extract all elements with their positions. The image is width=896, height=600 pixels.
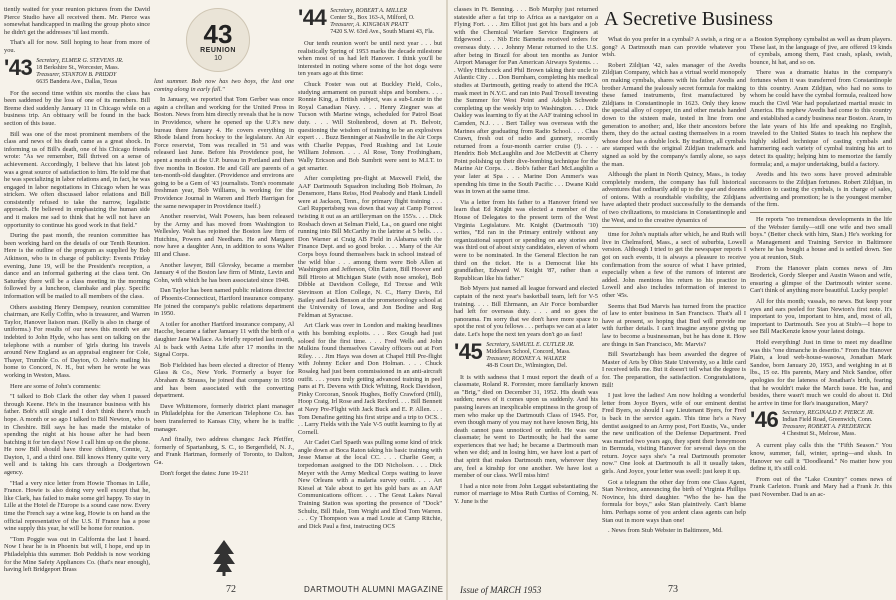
right-column-1 — [454, 6, 598, 574]
paragraph: classes in Ft. Benning. . . . Bob Murphy just returned stateside after a fat trip to Africa as a navigator on a Flying Fort. . . . Jim Elliot just got his bars and a job with the Chemical Warfare Service Engineers at Edgewood . . . Nib Eric Barnetta received orders for overseas duty. . . . Johnny Merar returned to the U.S. after being in Brazil for about ten months as Junior Airport Manager for Pan American Airways Systems. . . . Wiley Hitchcock and Phil Brown taking their uncle to Atlantic City . . . Don Burnham, completing his medical studies at Dartmouth, getting ready to attend the HCA mask meet in N.Y.C. and ran into Paul Troxell investing the Summer for West Point and Adolph Schwede completing up the weekly trip to Washington. . . . Dick Oakley was learning to fly at the AAF training school in Camden, N.J. . . . Bert Talley was overseas with the Marines after graduating from Radio School. . . . Chas Crawn, fresh out of radio and gunnery, recently returned from a four-month carrier cruise (!). . . . Hendrix Bob McLaughlin and Joe McDevitt at Cherry Point polishing up their dive-bombing technique for the Marine Air Corps. . . . Bob's father Earl McLaughlin a year later at Spa . . . Marine Don Ammer's was spending his time in the South Pacific . . . Dwane Kidd was in town at the same time. — [454, 6, 598, 196]
logo-caption: last summer. Bob now has two boys, the last one coming along in early fall." — [154, 78, 294, 93]
treasurer-address: 4 Chestnut St., Melrose, Mass. — [782, 431, 856, 438]
paragraph: a Boston Symphony cymbalist as well as drum players. These last, in the language of jive, are offered 19 kinds of cymbals, among them, Fast crash, splash, swish, bounce, hi hat, and so on. — [750, 36, 892, 66]
divider — [750, 212, 892, 213]
class-header-44 — [298, 8, 442, 36]
paragraph: He reports "no tremendous developments in the life of the Webster family—still one wife and two small boys." (Better check with him, Stan.) He's working for a Management and Training Service in Baltimore where he has bought a house and is settled down. See you at reunion, Stub. — [750, 216, 892, 262]
right-page — [448, 0, 896, 600]
paragraph: Chuck Foster was out at Buckley Field, Colo., studying armament on pursuit ships and bombers. . . . Ronnie King, a British subject, was a sub-Louie in the Royal Canadian Navy. . . . Henry Ziegner was at Tucson with Marine wings, scheduled for Patrol Boat duty. . . . Will Stoltenbrod, down at Ft. Belvoir, questioning the wisdom of training to be an explosives expert . . . Buzz Benninger at Nashville in the Air Corps with Charlie Peppas, Fred Rushing and 1st Louie William Johnson. . . . Al Rose, Tony Frothingham, Wally Ericson and Bob Sumbrit were sent to M.I.T. to get smarter. — [298, 80, 442, 172]
paragraph: During the past month, the reunion committee has been working hard on the details of our Tenth Reunion. Here is the outline of the program as supplied by Bob Atkinson, who is in charge of publicity: Events Friday evening, June 19, will be the President's reception, a dance and an informal gathering at the class tent. On Saturday there will be a class meeting in the morning followed by a luncheon, clambake and play. Specific information will be mailed to all members of the class. — [4, 232, 150, 300]
intro-paragraph: tiently waited for your reunion pictures from the David Pierce Studio have all received them. Mr. Pierce was somewhat handicapped in mailing the group photo since he didn't get the addresses 'til last month. — [4, 6, 150, 36]
paragraph: A current play calls this the "Fifth Season." You know, summer, fall, winter, spring—and slush. In Hanover we call it "Doodleand." No matter how you define it, it's still cold. — [750, 442, 892, 473]
logo-subtext: 10 — [214, 55, 222, 62]
secretary-address: Center St., Box 163-A, Milford, O. — [330, 15, 415, 21]
paragraph: Dan Taylor has been named public relations director of Phoenix-Connecticut, Hartford insurance company. He joined the company's public relations department in 1950. — [154, 287, 294, 318]
class-header-46 — [750, 407, 892, 438]
left-column-1 — [4, 6, 150, 574]
paragraph: Air Cadet Carl Spaeth was pulling some kind of trick angle down at Boca Raton taking his basic training with Jesse Manse at the local CC. . . . Charlie Geer, a torpedoman assigned to the DD Nicholson. . . . Dick Meyer with the Army Medical Corps waiting to leave New Orleans with a malaria survey outfit. . . . Art Kiesel at Yale about to get his gold bars as an AAF Communications officer. . . . The Great Lakes Naval Training Station was sporting the presence of "Dock" Schultz, Bill Hale, Tom Wright and Elrod Tom Warren. . . . Cy Thompson was a mad Louie at Camp Ritchie, and Dick Paul a first, instructing OCS — [298, 439, 442, 530]
treasurer-line: Treasurer, A. KINGMAN PRATT — [330, 22, 409, 28]
intro-paragraph-2: That's all for now. Still hoping to hear from more of you. — [4, 39, 150, 54]
treasurer-line: Treasurer, ROBERT A. FREDERICK — [782, 424, 871, 431]
treasurer-address: 6635 Bandera Ave., Dallas, Texas — [36, 78, 118, 85]
paragraph: After completing pre-flight at Maxwell Field, the AAF Dartmouth Squadron including Bob Holman, Jo Densmore, Hans Reiss, Hod Peabody and Hank Lindell were at Jackson, Tenn., for primary flight training . . . Carl Ruppertsberg was down that way at Camp Forrest twisting it out as an artilleryman on the 155's. . . . Dick Rosbach down at Selman Field, La., on guard one night running into Bill McCarthy in the latrine at 5 bells. . . . Don Warner at Craig AB Field in Alabama with the Finance Dept. and so good broke. . . . Many of the Air Corps boys found themselves back in school instead of the wild blue . . . among them were Bob Allen at Washington and Jefferson, Olin Eaton, Bill Hoover and Bill Hiroto at Michigan State (with nose smoke), Bob Dibble at Davidson College, Ed Trexse and Wilt Stevinson at Elon College, N. C., Harry Davis, Ed Bailey and Jack Benson at the prometeorology school at the University of Iowa, and Jon Bodine and Reg Feldman at Syracuse. — [298, 175, 442, 319]
paragraph: Although the plant in North Quincy, Mass., is today completely modern, the company has full historical adventures that ordinarily add up to the spar and dozens of onions. With a roundtable visibility, the Zildjians have adapted their product successfully to the demands of two civilizations, to musicians in Constantinople and the West, and to the creative dynamics of — [602, 171, 746, 224]
class-header-43 — [4, 54, 150, 86]
treasurer-line: Treasurer, RODNEY A. WALKER — [486, 355, 567, 362]
secretary-line: Secretary, ELMER G. STEVENS JR. — [36, 57, 124, 64]
paragraph: Art Clark was over in London and making headlines with his bombing exploits. . . . Rex Gough had just soloed for the first time. . . . Fred Wells and John Mulkins found themselves Cavalry officers out at Fort Riley. . . . Jim Hays was down at Chapel Hill Pre-flight with Johnny Ecker and Don Holman. . . . Chuck Rosaleg had just been commissioned in an anti-aircraft outfit. . . . yours truly getting advanced training in peel pans at Ft. Devens with Dick Whiting, Rock Davidson, Pinky Corcoran, Snook Hughes, Boffy Crawford (Hill), Hoop Craig, Irl Rose and Jack Rexford. . . . Bill Bennett at Navy Pre-Flight with Jack Buck and E. P. Allen. . . . Tom Denafine getting his first stripe and a trip to OCS. . . . Larry Fields with the Yale V-5 outfit learning to fly at Cornell. — [298, 322, 442, 436]
paragraph: From the Hanover plain comes news of Jim Broderick, Gordy Sleeper and Austin Wason and wife, ensuring a glimpse of the Dartmouth winter scene. Can't think of anything more beautiful. Lucky people! — [750, 264, 892, 295]
left-column-2 — [154, 78, 294, 574]
issue-date: Issue of MARCH 1953 — [460, 585, 542, 595]
right-column-2 — [602, 36, 746, 574]
paragraph: It is with sadness that I must report the death of a classmate, Roland R. Forrester, more familiarly known as "Brig," died on December 31, 1952. His death was sudden; news of it comes upon us suddenly. And his passing leaves an inexplicable emptiness in the group of men who make up the Dartmouth Class of 1945. For, even though many of you may not have known Brig, his death cannot pass unnoticed or unfelt. He was our classmate; he went to Dartmouth; he had the same experiences that we had; he became a Dartmouth man when we did; and in losing him, we have lost a part of that spirit that makes Dartmouth men, wherever they are, feel a kinship for one another. We have lost a member of our class. We'll miss him! — [454, 373, 598, 480]
paragraph: Bill was one of the most prominent members of the class and news of his death came as a great shock. In informing us of Bill's death, one of his Chicago friends wrote: "As we remember, Bill thrived on a sense of achievement. Accordingly, I believe that his latest job was a great source of satisfaction to him. He told me that he was specializing in labor relations and, in fact, he was engaged in labor negotiations in Chicago when he was stricken. We often discussed labor relations and Bill consistently refused to take the narrow, legalistic approach. He believed in emphasizing the human side and it makes me sad to think that he will not have an opportunity to continue his good work in that field." — [4, 130, 150, 229]
paragraph: In January, we reported that Tom Gerber was once again a civilian and working for the United Press in Boston. News from him directly reveals that he is now in Providence, where he opened up the U.P.'s new bureau there January 4. He covers everything in Rhode Island from hockey to the legislature. An Air Force reservist, Tom was recalled in '51 and was released last June. Before his Providence post, he spent a month at the U.P. bureau in Portland and then five months in Boston. He and Gill are parents of a ten-month-old daughter. (Providence and environs are going to be a Gem of '43 journalists. Tom's roommate freshman year, Bob Williams, is working for the Providence Journal in Warren and Herb Harrigan for the same newspaper in Providence itself.) — [154, 96, 294, 210]
secretary-address: Indian Field Road, Greenwich, Conn. — [782, 417, 873, 424]
paragraph: "I talked to Bob Clark the other day when I passed through Keene. He's in the insurance business with his father. Bob's still single and I don't think there's much hope. A month or so ago I talked to Bill Newton, who is in Cheshire. Bill says he has made the mistake of spending the night at his house after he had been batching it for ten days! Now I call him up on the phone. He now Bill should have three children, Connie, 2, Dayton, 1, and a third one. Bill knows Henry quite very well and is taking his cars through a Dodgertown agency. — [4, 393, 150, 477]
paragraph: Bob Fieldsted has been elected a director of Henry Glass & Co., New York. Formerly a buyer for Abraham & Strauss, he joined that company in 1950 and has been associated with the converting department. — [154, 361, 294, 400]
paragraph: I had a nice note from John Leggat substantiating the rumor of marriage to Miss Ruth Curtiss of Corning, N. Y. June is the — [454, 482, 598, 506]
class-officers — [330, 8, 434, 36]
treasurer-address: 48-B Court Dr., Wilmington, Del. — [486, 362, 568, 369]
paragraph: Avedis and his two sons have proved admirable successors to the Zildjian fortunes. Robert Zildjian, in addition to casting the cymbals, is in charge of sales, advertising and promotion; he is the youngest member of the firm. — [750, 171, 892, 209]
paragraph: Don't forget the dates: June 19-21! — [160, 469, 249, 477]
paragraph: All for this month; vassals, no news. But keep your eyes and ears peeled for Stan Newton's first note. It's important to you, important to him, and, most of all, important to Dartmouth. See you at Stub's—I hope to see Bill MacKenzie know your latest doings. — [750, 298, 892, 336]
class-year: '43 — [4, 54, 33, 80]
secretary-address: Middlesex School, Concord, Mass. — [486, 348, 571, 355]
paragraph: Here are some of John's comments: — [10, 382, 101, 390]
right-page-number: 73 — [668, 584, 678, 595]
right-column-3 — [750, 36, 892, 574]
paragraph: "Had a very nice letter from Howie Thomas in Lille, France. Howie is also doing very well except that he, like Clark, has failed to make some girl happy. To stay in Lille at the Hotel de l'Europe is a sound case now. Every time the French say a wine keg, Howie is on hand as the official representative of the U.S. If France has a pose wine supply this year, he will be home for reunion. — [4, 479, 150, 533]
reunion-43-logo — [186, 8, 250, 72]
class-year: '46 — [750, 407, 779, 433]
article-title: A Secretive Business — [604, 8, 773, 30]
paragraph: From out of the "Lake Country" comes news of Frank Carleton. Frank and Mary had a Frank Jr. this past November. Dad is an ac- — [750, 475, 892, 498]
left-page-number: 72 — [226, 584, 236, 595]
class-year: '45 — [454, 338, 483, 364]
paragraph: Got a telegram the other day from one Class Agent, Stan Novince, announcing the birth of Virginia Phillips Novince, his third daughter. "Who the he- has the formula for boys," asks Stan plaintively. Can't blame him. Perhaps some of you ardent class agents can help Stan out in more ways than one! — [602, 478, 746, 524]
paragraph: Dave Whittemore, formerly district plant manager in Philadelphia for the American Telephone Co. has been transferred to Kansas City, where he is traffic manager. — [154, 402, 294, 433]
paragraph: Bill Swartzbaugh has been awarded the degree of Master of Arts by Ohio State University, so a little card I received tells me. But it doesn't tell what the degree is for. The preparation, the satisfaction. Congratulations, Bill! — [602, 351, 746, 389]
secretary-line: Secretary, SAMUEL E. CUTLER JR. — [486, 341, 575, 348]
paragraph: A toiler for another Hartford insurance company, Al Hacche, became a father January 11 with the birth of a daughter Jane Wallace. As briefly reported last month, Al is back with Aetna Life after 17 months in the Signal Corps. — [154, 320, 294, 359]
paragraph: Via a letter from his father to a Hanover friend we learn that Ed Knight was elected a member of the House of Delegates to the present term of the West Virginia Legislature. Mr. Knight (Dartmouth '10) writes, "Ed ran in the Primary entirely without any organizational support or spending on any stories and was third out of about sixty candidates, eleven of whom were to be nominated. In the General Election he ran third on the ticket. He is a Democrat like his grandfather, Edward W. Knight '87, rather than a Republican like his father." — [454, 198, 598, 282]
divider — [602, 227, 746, 228]
paragraph: What do you prefer in a cymbal? A swish, a ring or a gong? A Dartmouth man can provide whatever you wish. — [602, 36, 746, 59]
paragraph: For the second time within six months the class has been saddened by the loss of one of its members. Bill Breme died suddenly January 11 in Chicago while on a business trip. An obituary will be found in the back section of this issue. — [4, 89, 150, 127]
left-column-3 — [298, 6, 442, 574]
logo-number: 43 — [203, 19, 233, 49]
treasurer-line: Treasurer, STANTON B. PRIDDY — [36, 71, 117, 78]
paragraph: Bob Myers just named all league forward and elected captain of the next year's basketball team, left for V-5 training. . . . Bill Ehrmann, an Air Force bombardier had left for overseas duty. . . . and so goes the panorama. I'm sorry that we don't have more space to spot the rest of you fellows . . . perhaps we can at a later date. Let's hope the next ten years don't go as fast! — [454, 285, 598, 338]
paragraph: Robert Zildjian '42, sales manager of the Avedis Zildjian Company, which has a virtual world monopoly on making cymbals, shares with his father Avedis and brother Armand the jealously secret formula for making these famed instruments, first manufactured by Zildjians in Constantinople in 1623. Only they know the special alloy of copper, tin and other metals handed down to the sixteen male, tested in line from one generation to another; and, like their ancestors before them, they do the actual casting themselves in a room whose door has a double lock. By tradition, all cymbals are stamped with the original Zildjian trademark and signed as sold by the company's family alone, so says the man. — [602, 61, 746, 168]
paragraph: "Tom Poggie was out in California the last I heard. Now I hear he is in Phoenix but will, I hope, end up in Philadelphia this summer. Bob Peddish is now working for the Mine Safety Appliances Co. (that's near enough), having left Bridgeport Brass — [4, 535, 150, 574]
class-header-45 — [454, 338, 598, 370]
pine-tree-ornament — [212, 540, 236, 581]
magazine-footer: DARTMOUTH ALUMNI MAGAZINE — [304, 585, 444, 594]
class-year: '44 — [298, 6, 327, 30]
paragraph: time for John's nuptials after which, he and Ruth will live in Chelmsford, Mass., a sect of suburbia, Lowell version. Although I tried to get the newspaper reports I got on such events, it is always a pleasure to receive confirmation from the source of what I have printed, especially when a few of the rumors of interest are added. John mentions his return to his practice in Lowell and also includes information of interest to other '45s. — [602, 231, 746, 299]
left-page — [0, 0, 446, 600]
class-officers — [36, 58, 123, 86]
paragraph: . News from Stub Webster in Baltimore, Md. — [608, 527, 723, 535]
treasurer-address: 7420 S.W. 63rd Ave., South Miami 43, Fla. — [330, 29, 435, 35]
class-officers — [782, 410, 874, 438]
secretary-address: 18 Berkshire St., Worcester, Mass. — [36, 64, 120, 71]
paragraph: Others assisting Henry Dempsey, reunion committee chairman, are Kelly Coffin, who is treasurer, and Warren Taylor, Hanover liaison man. (Kelly is also in charge of uniforms.) For results of our news this month we are indebted to John Hyde, who has sent on talking on the telephone with a number of 'girls during his travels around New England as an appraisal engineer for Cole, Thayer, Trumble Co. of Dayton, O. John's mailing his home to Concord, N. H., but when he wrote he was working in Weston, Mass. — [4, 303, 150, 379]
paragraph: Another lawyer, Bill Glovsky, became a member January 4 of the Boston law firm of Mintz, Levin and Cohn, with which he has been associated since 1948. — [154, 261, 294, 284]
class-officers — [486, 342, 574, 370]
paragraph: Hold everything! Just in time to meet my deadline was this "one dimanche in desertio." From the Hanover Plain, a loud web-house-wasowa, Jonathan Mark Sandoe, born January 20, 1953, and weighing in at 8 lbs., 15 oz. His parents, Mary and Nick Sandoe, offer apologies for the lateness of Jonathan's birth, fearing that he wouldn't make the March issue. He has, and besides, there wasn't much we could do about it. Did he arrive in time for Ike's inauguration, Mary? — [750, 338, 892, 407]
secretary-line: Secretary, ROBERT A. MILLER — [330, 8, 407, 14]
paragraph: There was a dramatic hiatus in the company's fortunes when it was transferred from Constantinople to this country. Aram Zildjian, who had no sons to whom he could have the cymbal formula, realized how much the Civil War had popularized martial music in America. His nephew Avedis had come to this country and established a candy business near Boston. Aram, in the late years of his life and speaking no English, traveled to the United States to teach his nephew the highly skilled technique of casting cymbals and hammering each variety of cymbal training his art to detect its quality; helping him to memorize the family formula; and, a major undertaking, build a factory. — [750, 69, 892, 168]
logo-text: REUNION — [200, 47, 236, 54]
paragraph: I just love the ladies! Am now holding a wonderful letter from Joyce Byers, wife of our eminent dentist Fred Byers, so should I say Lieutenant Byers, for Fred is back in the service again. This time he's a Navy dentist assigned to an Army post, Fort Eustis, Va., under the new unification of the Defense Department. Fred was married two years ago, they spent their honeymoon in Bermuda, visiting Hanover for several days on the return. Joyce says she's "a real Dartmouth promoter now." One look at Dartmouth is all it usually takes, girls. And Joyce, your letter was swell: just keep it up. — [602, 392, 746, 476]
paragraph: Another reservist, Walt Powers, has been released by the Army and has moved from Washington to Wellesley. Walt has rejoined the Boston law firm of Hutchins, Powers and Needham. He and Margaret now have a daughter Ann, in addition to sons Walter III and Chase. — [154, 213, 294, 259]
paragraph: Seems that Bud Marvis has turned from the practice of law to enter business in San Francisco. That's all I have at present, so hoping that Bud will provide me with further details. I can't imagine anyone giving up law to become a businessman, but he has done it. How are things in San Francisco, Mr. Marvis? — [602, 302, 746, 348]
paragraph: Our tenth reunion won't be until next year . . . but realistically Spring of 1953 marks the decade milestone when most of us had left Hanover. I think you'll be interested in noting where some of the hot dogs were ten years ago at this time: — [298, 40, 442, 78]
paragraph: And finally, two address changes: Jack Pfeiffer, formerly of Spartanburg, S. C., to Bergenfield, N. J., and Frank Hartman, formerly of Toronto, to Dalton, Ga. — [154, 436, 294, 466]
secretary-line: Secretary, REGINALD F. PIERCE JR. — [782, 410, 875, 417]
